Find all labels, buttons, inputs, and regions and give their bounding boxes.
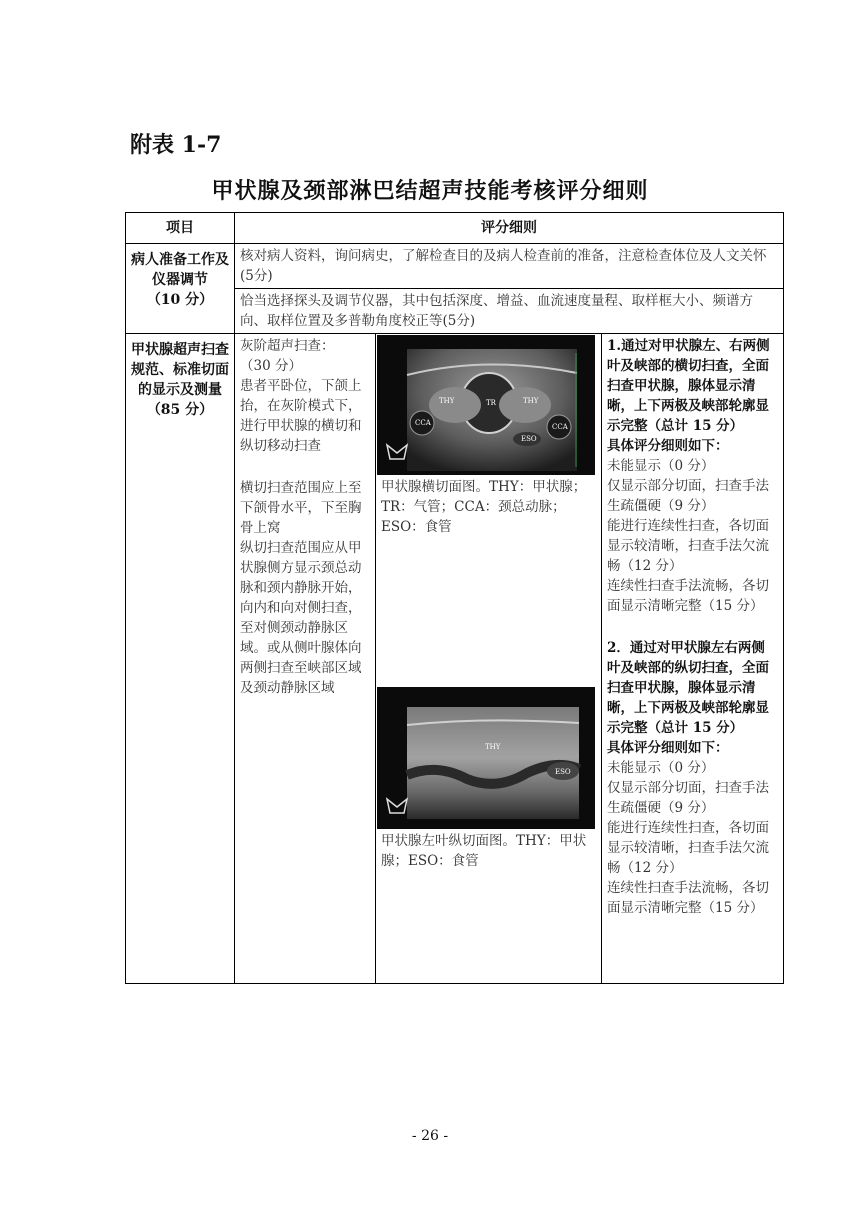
label-thy-right: THY <box>523 397 539 405</box>
label-thy-left: THY <box>439 397 455 405</box>
appendix-label: 附表 1-7 <box>130 132 222 158</box>
transverse-caption: 甲状腺横切面图。THY：甲状腺；TR：气管；CCA：颈总动脉；ESO：食管 <box>381 479 587 535</box>
criteria1-heading: 1.通过对甲状腺左、右两侧叶及峡部的横切扫查，全面扫查甲状腺，腺体显示清晰，上下两极及峡部轮廓显示完整（总计 15 分） <box>607 338 770 434</box>
scoring-table <box>125 212 784 984</box>
criteria2-item: 能进行连续性扫查，各切面显示较清晰，扫查手法欠流畅（12 分） <box>607 820 769 876</box>
criteria1-item: 连续性扫查手法流畅，各切面显示清晰完整（15 分） <box>607 578 769 614</box>
method-points: （30 分） <box>240 358 302 374</box>
criteria2-heading: 2．通过对甲状腺左右两侧叶及峡部的纵切扫查，全面扫查甲状腺，腺体显示清晰，上下两极及峡部轮廓显示完整（总计 15 分） <box>607 640 769 736</box>
criteria2-item: 连续性扫查手法流畅，各切面显示清晰完整（15 分） <box>607 880 769 916</box>
criteria1-item: 能进行连续性扫查，各切面显示较清晰，扫查手法欠流畅（12 分） <box>607 518 769 574</box>
category-label: 病人准备工作及仪器调节 <box>131 252 229 288</box>
image-cell <box>376 334 602 984</box>
longitudinal-ultrasound-image <box>377 687 595 829</box>
label-cca-left: CCA <box>415 419 431 427</box>
label-eso: ESO <box>521 435 537 443</box>
document-title: 甲状腺及颈部淋巴结超声技能考核评分细则 <box>211 178 649 204</box>
category-points: （10 分） <box>146 292 214 308</box>
criterion-text: 恰当选择探头及调节仪器，其中包括深度、增益、血流速度量程、取样框大小、频谱方向、取样位置及多普勒角度校正等(5分) <box>235 289 784 334</box>
label-cca-right: CCA <box>552 423 568 431</box>
label-tr: TR <box>486 399 496 407</box>
criteria2-subhead: 具体评分细则如下： <box>607 740 729 756</box>
method-title: 灰阶超声扫查： <box>240 338 335 354</box>
method-cell <box>235 334 376 984</box>
category-cell <box>126 334 235 984</box>
method-body: 患者平卧位，下颌上抬，在灰阶模式下，进行甲状腺的横切和纵切移动扫查 <box>240 378 362 454</box>
category-points: （85 分） <box>146 402 214 418</box>
criteria2-item: 仅显示部分切面，扫查手法生疏僵硬（9 分） <box>607 780 769 816</box>
criteria1-item: 未能显示（0 分） <box>607 458 715 474</box>
transverse-ultrasound-image <box>377 335 595 475</box>
longitudinal-range: 纵切扫查范围应从甲状腺侧方显示颈总动脉和颈内静脉开始，向内和向对侧扫查，至对侧颈动静脉区域。或从侧叶腺体向两侧扫查至峡部区域及颈动静脉区域 <box>240 540 362 696</box>
criterion-text: 核对病人资料，询问病史，了解检查目的及病人检查前的准备，注意检查体位及人文关怀(5分) <box>235 244 784 289</box>
table-row <box>126 244 784 289</box>
longitudinal-caption: 甲状腺左叶纵切面图。THY：甲状腺；ESO：食管 <box>381 833 587 869</box>
category-label: 甲状腺超声扫查规范、标准切面的显示及测量 <box>131 342 229 398</box>
criteria-cell <box>602 334 784 984</box>
label-thy: THY <box>485 743 501 751</box>
header-detail: 评分细则 <box>235 213 784 244</box>
category-cell <box>126 244 235 334</box>
label-eso: ESO <box>555 768 571 776</box>
criteria1-subhead: 具体评分细则如下： <box>607 438 729 454</box>
transverse-range: 横切扫查范围应上至下颌骨水平，下至胸骨上窝 <box>240 480 362 536</box>
criteria1-item: 仅显示部分切面，扫查手法生疏僵硬（9 分） <box>607 478 769 514</box>
criteria2-item: 未能显示（0 分） <box>607 760 715 776</box>
table-header-row <box>126 213 784 244</box>
header-item: 项目 <box>126 213 235 244</box>
page-number: - 26 - <box>411 1128 449 1144</box>
table-row <box>126 334 784 984</box>
